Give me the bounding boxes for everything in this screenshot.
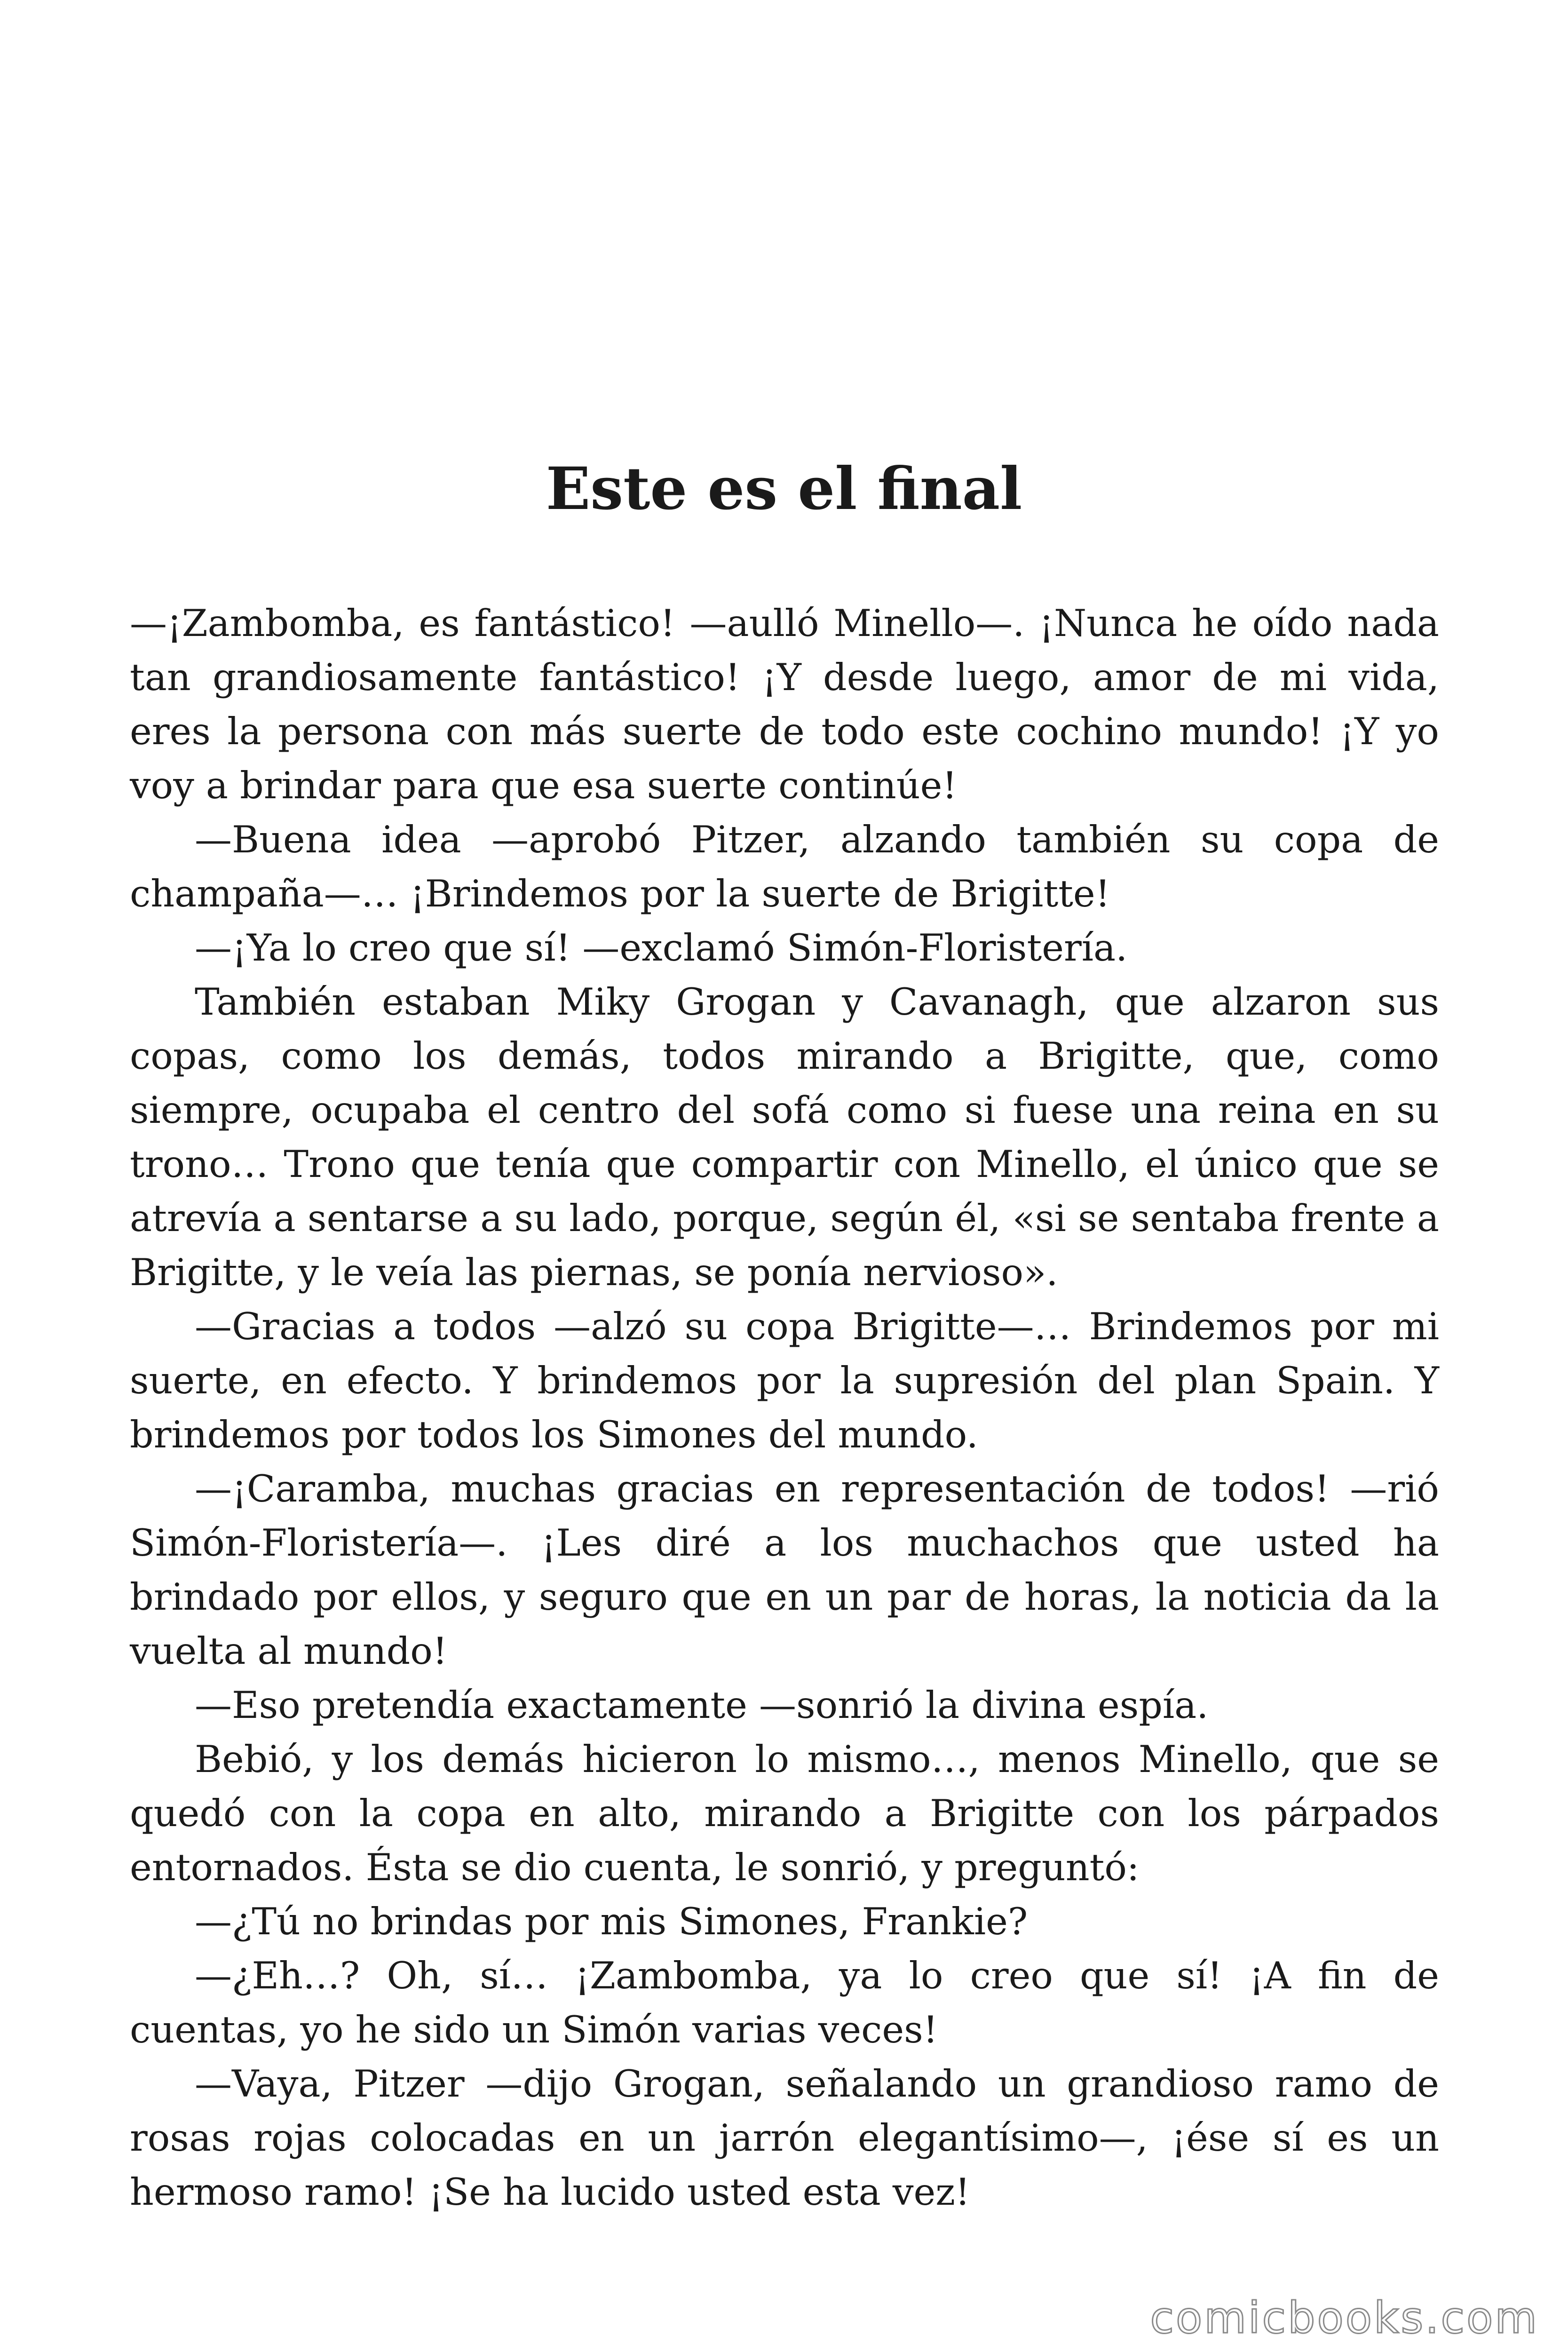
- paragraph: —¡Zambomba, es fantástico! —aulló Minello—. ¡Nunca he oído nada tan grandiosamente fantástico! ¡Y desde luego, amor de mi vida, eres la persona con más suerte de todo este cochino mundo! ¡Y yo voy a brindar para que esa suerte continúe!: [130, 602, 1439, 807]
- paragraph: Bebió, y los demás hicieron lo mismo…, menos Minello, que se quedó con la copa en alto, mirando a Brigitte con los párpados entornados. Ésta se dio cuenta, le sonrió, y preguntó:: [130, 1738, 1439, 1889]
- paragraph: También estaban Miky Grogan y Cavanagh, que alzaron sus copas, como los demás, todos mirando a Brigitte, que, como siempre, ocupaba el centro del sofá como si fuese una reina en su trono… Trono que tenía que compartir con Minello, el único que se atrevía a sentarse a su lado, porque, según él, «si se sentaba frente a Brigitte, y le veía las piernas, se ponía nervioso».: [130, 980, 1439, 1294]
- watermark-logo: comicbooks.com: [1150, 2293, 1539, 2343]
- chapter-title: Este es el final: [546, 455, 1022, 523]
- paragraph: —Eso pretendía exactamente —sonrió la divina espía.: [195, 1684, 1209, 1727]
- paragraph: —¿Tú no brindas por mis Simones, Frankie?: [195, 1900, 1028, 1943]
- paragraph: —¡Caramba, muchas gracias en representación de todos! —rió Simón-Floristería—. ¡Les diré a los muchachos que usted ha brindado por ellos, y seguro que en un par de horas, la noticia da la vuelta al mundo!: [130, 1467, 1439, 1673]
- paragraph: —Buena idea —aprobó Pitzer, alzando también su copa de champaña—… ¡Brindemos por la suerte de Brigitte!: [130, 818, 1439, 915]
- paragraph: —Vaya, Pitzer —dijo Grogan, señalando un grandioso ramo de rosas rojas colocadas en un jarrón elegantísimo—, ¡ése sí es un hermoso ramo! ¡Se ha lucido usted esta vez!: [130, 2062, 1439, 2214]
- chapter-body: [130, 596, 1439, 2219]
- paragraph: —¡Ya lo creo que sí! —exclamó Simón-Floristería.: [195, 926, 1128, 969]
- paragraph: —¿Eh…? Oh, sí… ¡Zambomba, ya lo creo que sí! ¡A fin de cuentas, yo he sido un Simón varias veces!: [130, 1954, 1439, 2051]
- paragraph: —Gracias a todos —alzó su copa Brigitte—… Brindemos por mi suerte, en efecto. Y brindemos por la supresión del plan Spain. Y brindemos por todos los Simones del mundo.: [130, 1305, 1439, 1456]
